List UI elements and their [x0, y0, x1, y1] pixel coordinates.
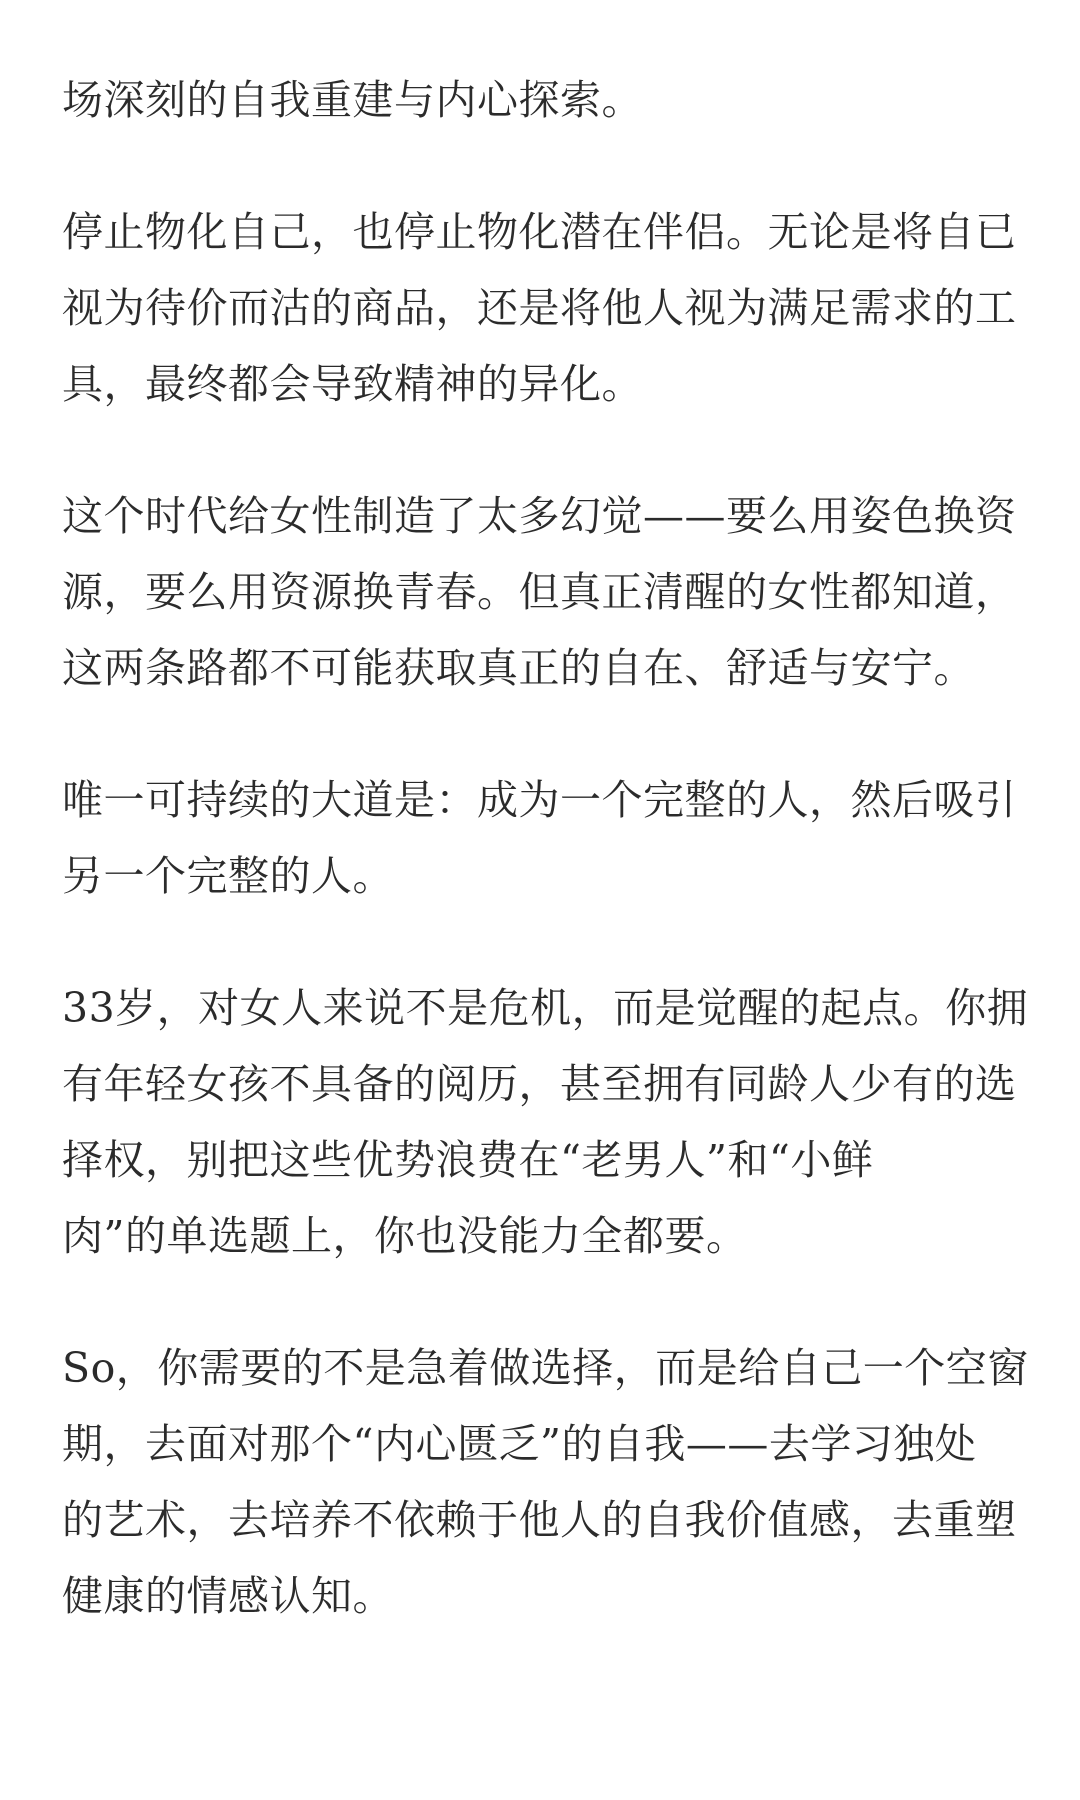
text-line: 的艺术，去培养不依赖于他人的自我价值感，去重塑 [62, 1496, 1017, 1544]
article-body [62, 62, 1029, 1690]
text-line: 择权，别把这些优势浪费在“老男人”和“小鲜 [62, 1136, 874, 1184]
paragraph-5 [62, 970, 1029, 1274]
paragraph-2 [62, 194, 1022, 422]
text-line: 源，要么用资源换青春。但真正清醒的女性都知道， [62, 568, 1017, 616]
paragraph-6 [62, 1330, 1029, 1634]
text-line: 场深刻的自我重建与内心探索。 [62, 76, 643, 124]
text-line: 另一个完整的人。 [62, 852, 394, 900]
text-line: 具，最终都会导致精神的异化。 [62, 360, 643, 408]
paragraph-4 [62, 762, 1022, 914]
paragraph-3 [62, 478, 1022, 706]
text-line: 这两条路都不可能获取真正的自在、舒适与安宁。 [62, 644, 975, 692]
text-line: 视为待价而沽的商品，还是将他人视为满足需求的工 [62, 284, 1017, 332]
paragraph-1 [62, 62, 1022, 138]
text-line: 唯一可持续的大道是：成为一个完整的人，然后吸引 [62, 776, 1017, 824]
text-line: 33岁，对女人来说不是危机，而是觉醒的起点。你拥 [62, 984, 1029, 1032]
text-line: 期，去面对那个“内心匮乏”的自我——去学习独处 [62, 1420, 977, 1468]
text-line: 有年轻女孩不具备的阅历，甚至拥有同龄人少有的选 [62, 1060, 1017, 1108]
text-line: 停止物化自己，也停止物化潜在伴侣。无论是将自已 [62, 208, 1017, 256]
text-line: 肉”的单选题上，你也没能力全都要。 [62, 1212, 748, 1260]
text-line: 健康的情感认知。 [62, 1572, 394, 1620]
text-line: So，你需要的不是急着做选择，而是给自己一个空窗 [62, 1344, 1029, 1392]
text-line: 这个时代给女性制造了太多幻觉——要么用姿色换资 [62, 492, 1017, 540]
